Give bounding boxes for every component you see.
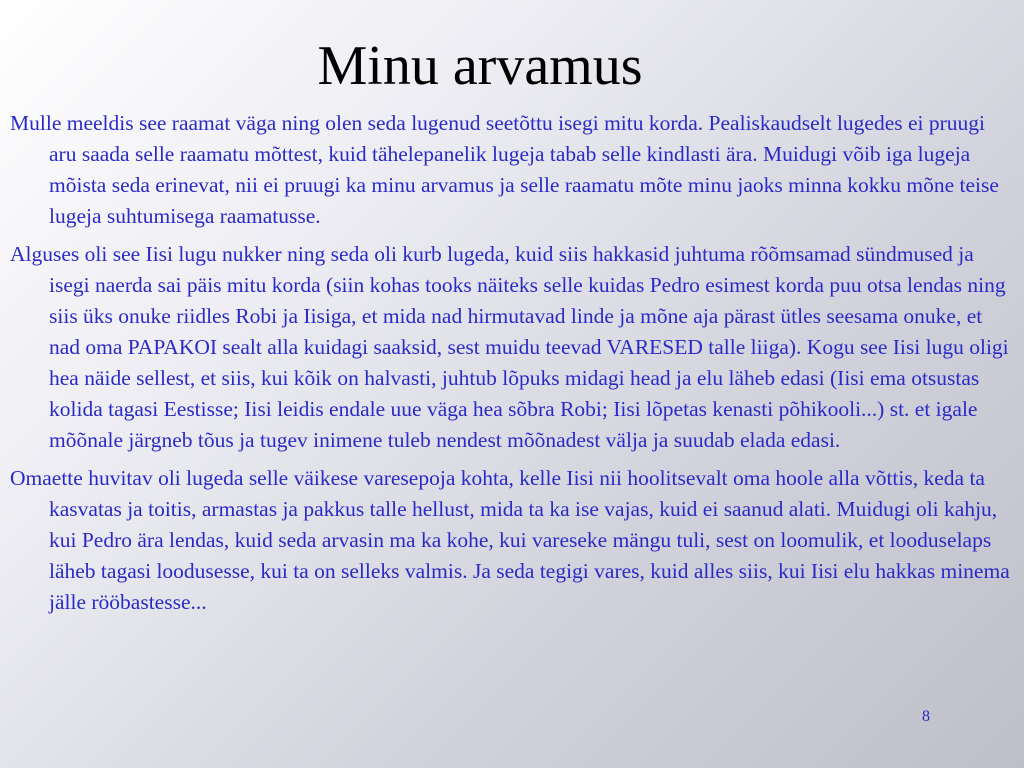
slide-body — [10, 108, 1014, 625]
paragraph-2: Alguses oli see Iisi lugu nukker ning seda oli kurb lugeda, kuid siis hakkasid juhtuma rõõmsamad sündmused ja isegi naerda sai päis mitu korda (siin kohas tooks näiteks selle kuidas Pedro esimest korda puu otsa lendas ning siis üks onuke riidles Robi ja Iisiga, et mida nad hirmutavad linde ja mõne aja pärast ütles seesama onuke, et nad oma PAPAKOI sealt alla kuidagi saaksid, sest muidu teevad VARESED talle liiga). Kogu see Iisi lugu oligi hea näide sellest, et siis, kui kõik on halvasti, juhtub lõpuks midagi head ja elu läheb edasi (Iisi ema otsustas kolida tagasi Eestisse; Iisi leidis endale uue väga hea sõbra Robi; Iisi lõpetas kenasti põhikooli...) st. et igale mõõnale järgneb tõus ja tugev inimene tuleb nendest mõõnadest välja ja suudab elada edasi. — [10, 242, 1009, 452]
paragraph-1: Mulle meeldis see raamat väga ning olen seda lugenud seetõttu isegi mitu korda. Pealiskaudselt lugedes ei pruugi aru saada selle raamatu mõttest, kuid tähelepanelik lugeja tabab selle kindlasti ära. Muidugi võib iga lugeja mõista seda erinevat, nii ei pruugi ka minu arvamus ja selle raamatu mõte minu jaoks minna kokku mõne teise lugeja suhtumisega raamatusse. — [10, 111, 999, 228]
page-number: 8 — [922, 708, 930, 725]
paragraph-3: Omaette huvitav oli lugeda selle väikese varesepoja kohta, kelle Iisi nii hoolitsevalt oma hoole alla võttis, keda ta kasvatas ja toitis, armastas ja pakkus talle hellust, mida ta ka ise vajas, kuid ei saanud alati. Muidugi oli kahju, kui Pedro ära lendas, kuid seda arvasin ma ka kohe, kui vareseke mängu tuli, sest on loomulik, et looduselaps läheb tagasi loodusesse, kui ta on selleks valmis. Ja seda tegigi vares, kuid alles siis, kui Iisi elu hakkas minema jälle rööbastesse... — [10, 466, 1010, 614]
slide-title: Minu arvamus — [317, 35, 643, 97]
